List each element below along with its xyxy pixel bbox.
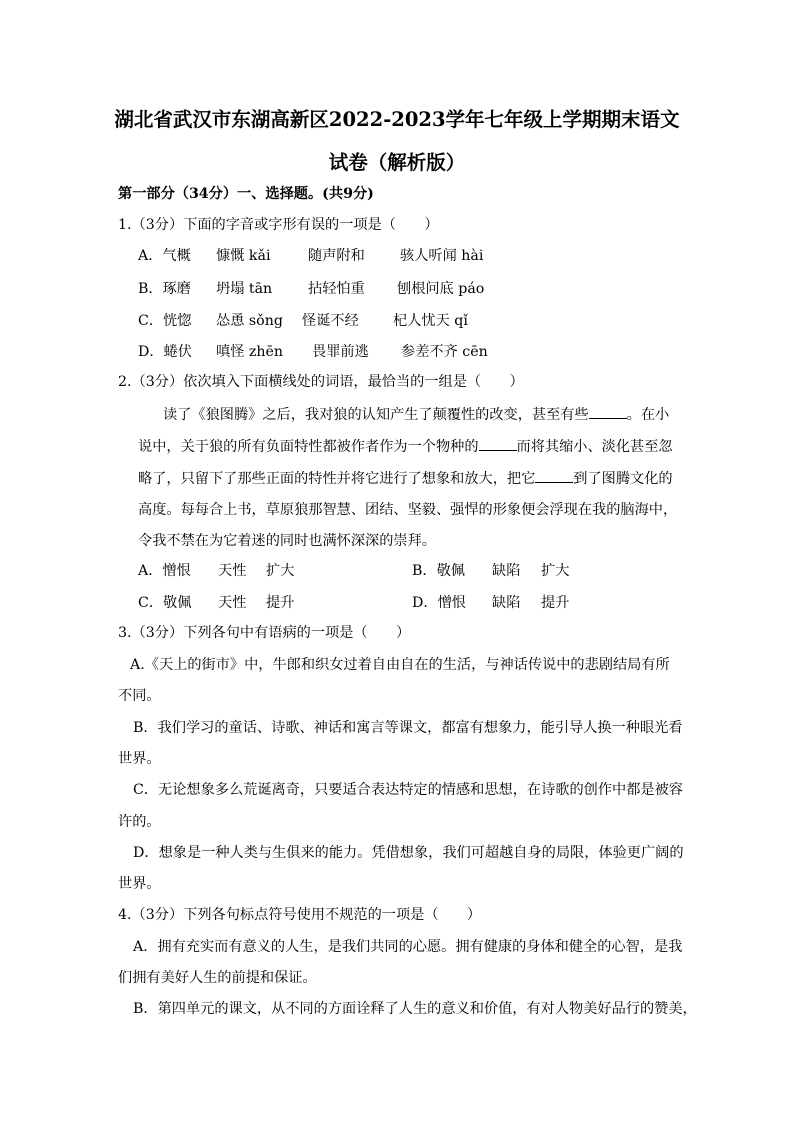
q2-passage-line2: 说中，关于狼的所有负面特性都被作者作为一个物种的 而将其缩小、淡化甚至忽 (138, 436, 673, 457)
section-heading: 第一部分（34分）一、选择题。(共9分) (118, 186, 374, 202)
q4-stem: 4.（3分）下列各句标点符号使用不规范的一项是（ ） (118, 907, 482, 923)
q4-option-b: B．第四单元的课文，从不同的方面诠释了人生的意义和价值，有对人物美好品行的赞美， (133, 1001, 697, 1017)
q3-option-b-cont: 世界。 (118, 751, 161, 767)
q2-blank-2 (479, 436, 517, 451)
q2-passage-line3: 略了，只留下了那些正面的特性并将它进行了想象和放大，把它 到了图腾文化的 (138, 468, 673, 489)
q2-blank-1 (589, 404, 627, 419)
document-title-line1: 湖北省武汉市东湖高新区2022-2023学年七年级上学期期末语文 (114, 108, 680, 131)
q4-option-a-cont: 们拥有美好人生的前提和保证。 (118, 970, 317, 986)
q2-blank-3 (535, 468, 573, 483)
q3-option-d-cont: 世界。 (118, 876, 161, 892)
q3-stem: 3.（3分）下列各句中有语病的一项是（ ） (118, 625, 411, 641)
q3-option-b: B．我们学习的童话、诗歌、神话和寓言等课文，都富有想象力，能引导人换一种眼光看 (133, 720, 683, 736)
q2-passage-line4: 高度。每每合上书，草原狼那智慧、团结、坚毅、强悍的形象便会浮现在我的脑海中， (138, 502, 678, 518)
q3-option-a: A.《天上的街市》中，牛郎和织女过着自由自在的生活，与神话传说中的悲剧结局有所 (130, 657, 670, 673)
q3-option-a-cont: 不同。 (118, 688, 161, 704)
document-page: 湖北省武汉市东湖高新区2022-2023学年七年级上学期期末语文 试卷（解析版） 第一部分（34分）一、选择题。(共9分) 1.（3分）下面的字音或字形有误的一项是（ ） A．气概 慷慨 kǎi 随声附和 骇人听闻 hài B．琢磨 坍塌 tān 拈轻怕重 刨根问底 páo C．恍惚 怂恿 sǒng 怪诞不经 杞人忧天 qǐ D．蜷伏 嗔怪 zhēn 畏罪前逃 参差不齐 cēn 2.（3分）依次填入下面横线处的词语，最恰当的一组是（ ） 读了《狼图腾》之后，我对狼的认知产生了颠覆性的改变，甚至有些 。在小 说中，关于狼的所有负面特性都被作者作为一个物种的 而将其缩小、淡化甚至忽 略了，只留下了那些正面的特性并将它进行了想象和放大，把它 到了图腾文化的 高度。每每合上书，草原狼那智慧、团结、坚毅、强悍的形象便会浮现在我的脑海中， 令我不禁在为它着迷的同时也满怀深深的崇拜。 A．憎恨 天性 扩大 B．敬佩 缺陷 扩大 C．敬佩 天性 提升 D．憎恨 缺陷 提升 3.（3分）下列各句中有语病的一项是（ ） A.《天上的街市》中，牛郎和织女过着自由自在的生活，与神话传说中的悲剧结局有所 不同。 B．我们学习的童话、诗歌、神话和寓言等课文，都富有想象力，能引导人换一种眼光看 世界。 C．无论想象多么荒诞离奇，只要适合表达特定的情感和思想，在诗歌的创作中都是被容 许的。 D．想象是一种人类与生俱来的能力。凭借想象，我们可超越自身的局限，体验更广阔的 世界。 4.（3分）下列各句标点符号使用不规范的一项是（ ） A．拥有充实而有意义的人生，是我们共同的心愿。拥有健康的身体和健全的心智，是我 们拥有美好人生的前提和保证。 B．第四单元的课文，从不同的方面诠释了人生的意义和价值，有对人物美好品行的赞美， (0, 0, 794, 1123)
q2-passage-line1: 读了《狼图腾》之后，我对狼的认知产生了颠覆性的改变，甚至有些 。在小 (163, 404, 669, 425)
q2-stem: 2.（3分）依次填入下面横线处的词语，最恰当的一组是（ ） (118, 374, 524, 390)
q3-option-c: C．无论想象多么荒诞离奇，只要适合表达特定的情感和思想，在诗歌的创作中都是被容 (133, 782, 683, 798)
q3-option-d: D．想象是一种人类与生俱来的能力。凭借想象，我们可超越自身的局限，体验更广阔的 (133, 845, 684, 861)
q2-passage-line5: 令我不禁在为它着迷的同时也满怀深深的崇拜。 (138, 533, 436, 549)
q4-option-a: A．拥有充实而有意义的人生，是我们共同的心愿。拥有健康的身体和健全的心智，是我 (133, 939, 683, 955)
q3-option-c-cont: 许的。 (118, 814, 161, 830)
q1-stem: 1.（3分）下面的字音或字形有误的一项是（ ） (118, 217, 439, 233)
document-title-line2: 试卷（解析版） (328, 151, 466, 174)
